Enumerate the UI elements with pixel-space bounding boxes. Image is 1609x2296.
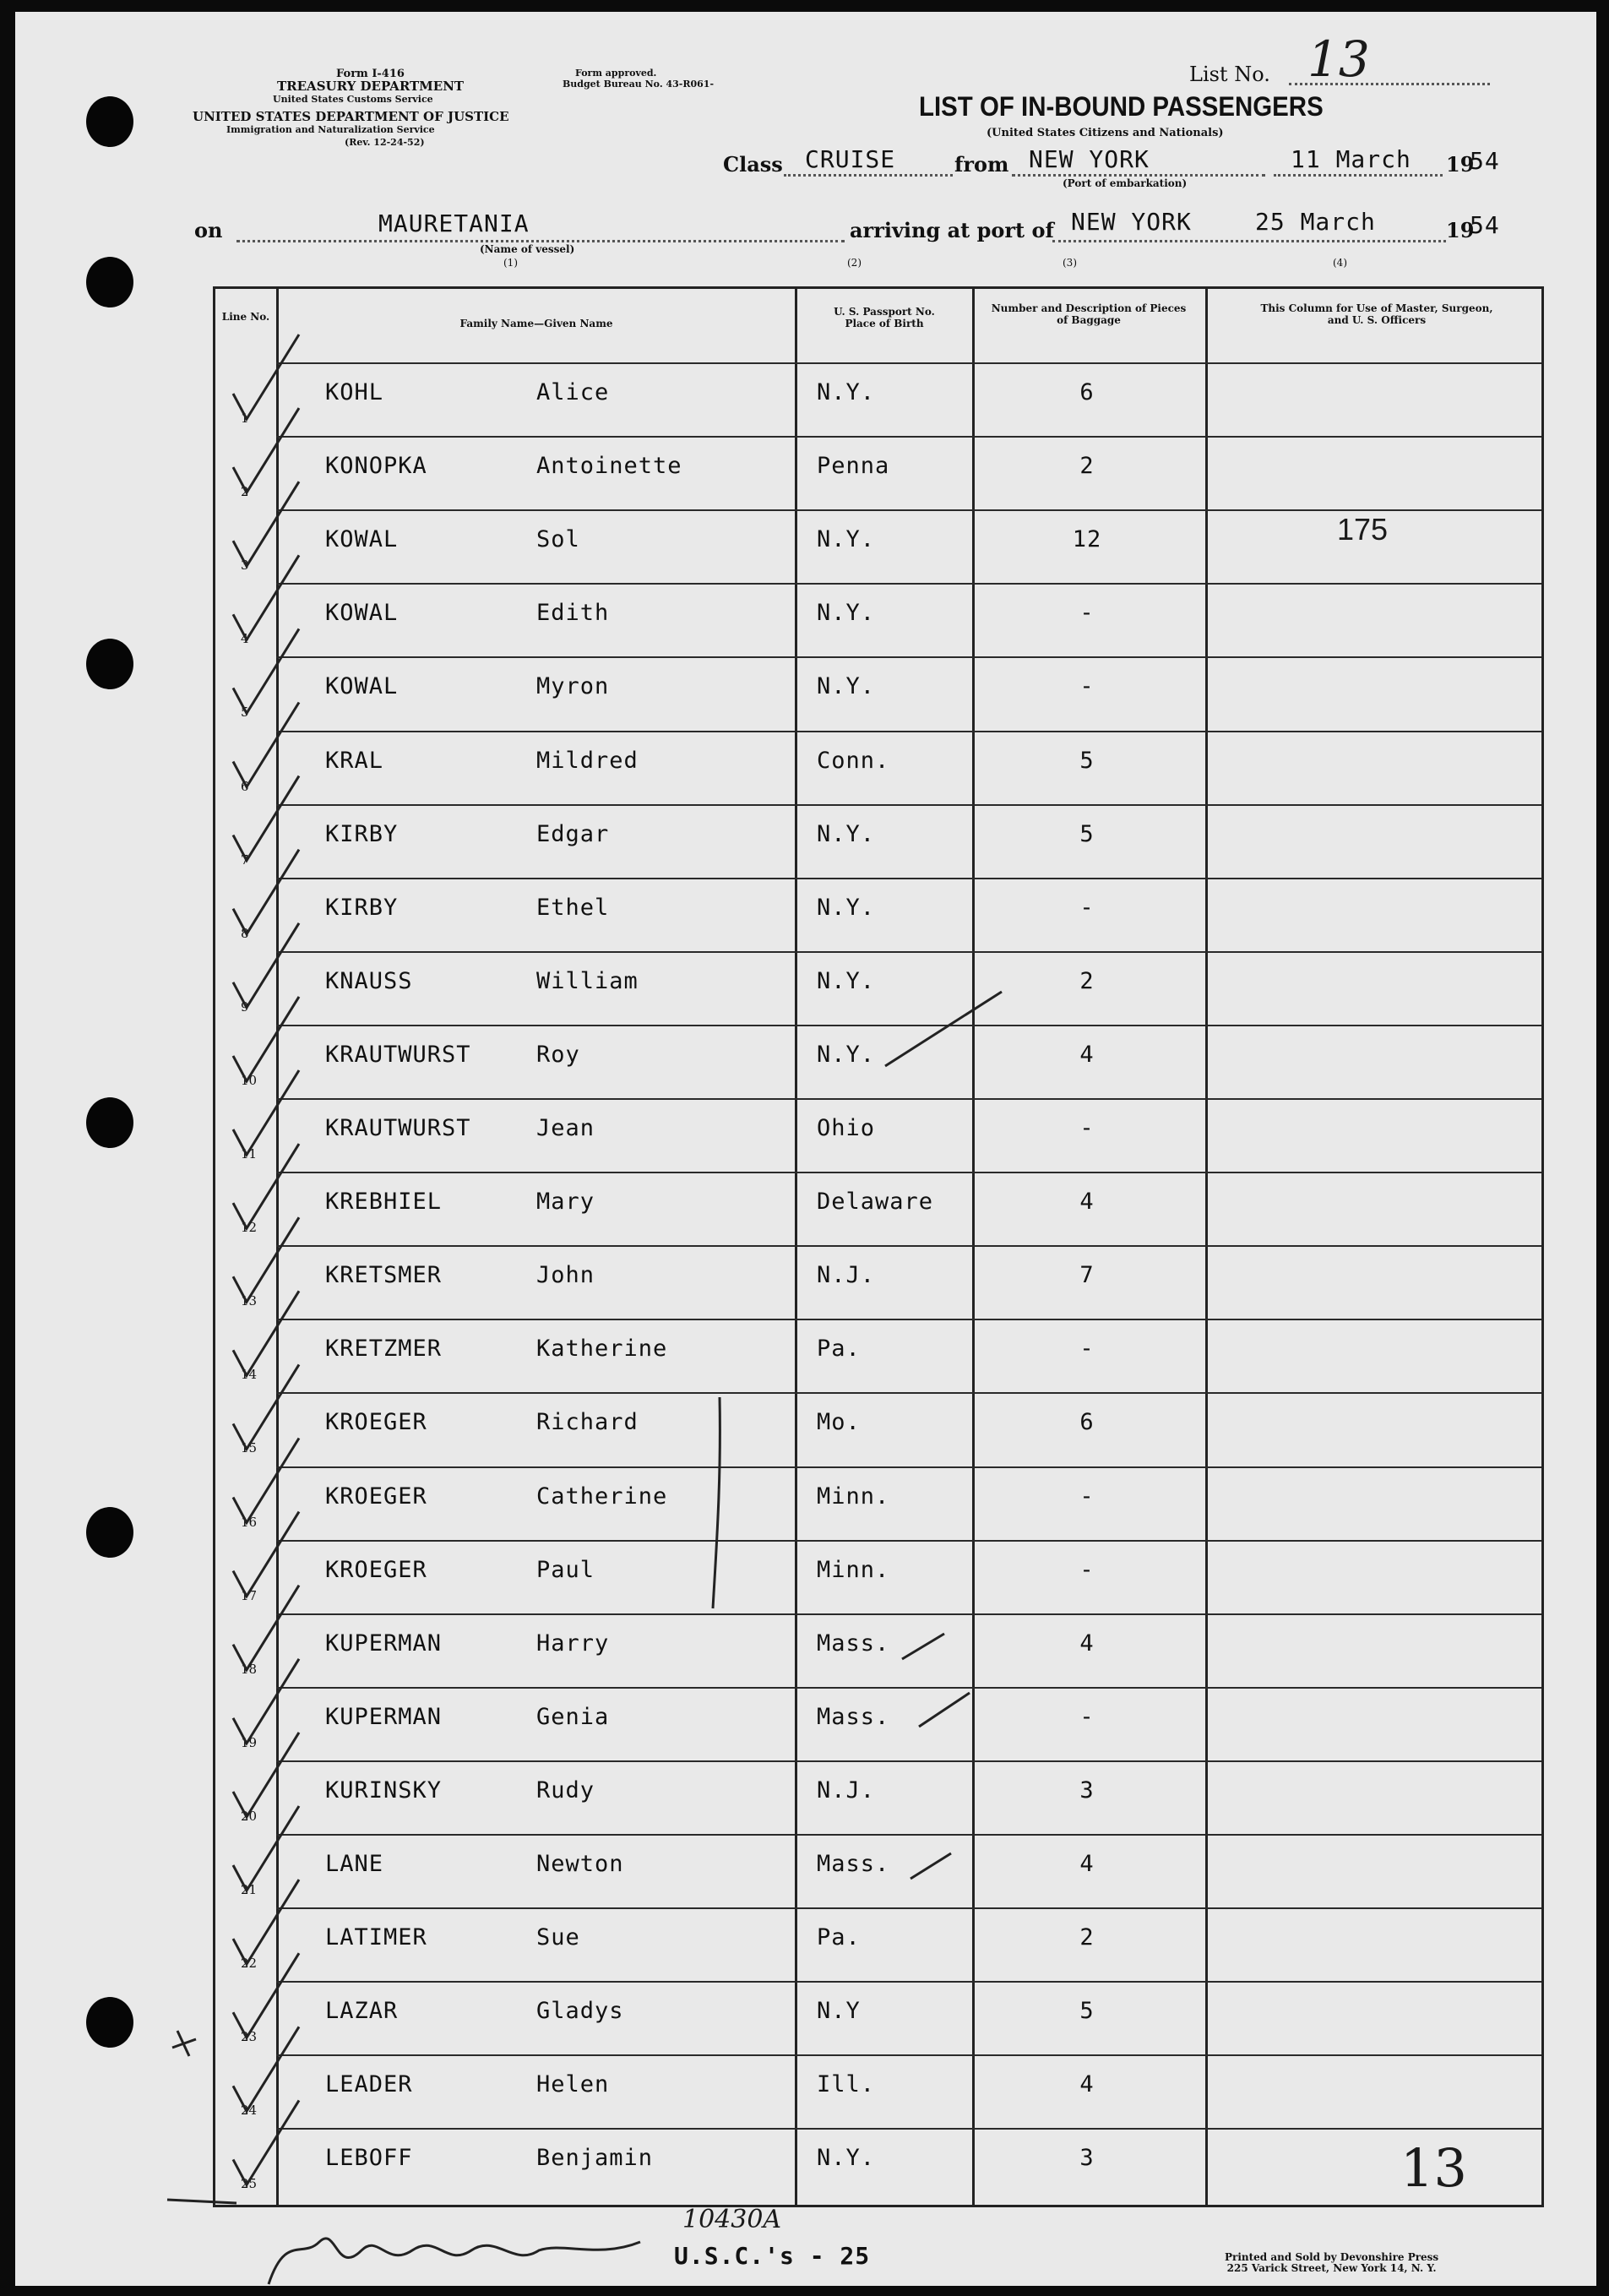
- cell-family: KROEGER: [325, 1483, 427, 1510]
- line-number: 9: [241, 998, 249, 1015]
- line-number: 22: [241, 1956, 258, 1972]
- list-number-value: 13: [1307, 30, 1370, 88]
- treasury-department: TREASURY DEPARTMENT: [277, 79, 465, 94]
- cell-family: KURINSKY: [325, 1776, 443, 1804]
- class-line: [784, 174, 953, 177]
- cell-birth: Pa.: [817, 1336, 861, 1363]
- row-rule: [276, 1687, 1541, 1689]
- cell-given: Paul: [536, 1556, 595, 1583]
- cross-mark: [172, 2031, 196, 2056]
- line-number: 1: [241, 411, 249, 427]
- cell-baggage: 4: [1079, 1630, 1095, 1657]
- cell-baggage: 3: [1079, 1776, 1095, 1804]
- form-number: Form I-416: [336, 68, 405, 80]
- cell-family: KREBHIEL: [325, 1189, 443, 1216]
- cell-baggage: -: [1079, 600, 1095, 627]
- row-rule: [276, 1981, 1541, 1983]
- cell-given: Roy: [536, 1041, 580, 1068]
- cell-family: KOWAL: [325, 673, 399, 700]
- cell-family: KIRBY: [325, 820, 399, 847]
- bottom-right-number: 13: [1400, 2137, 1467, 2199]
- cell-birth: Mo.: [817, 1409, 861, 1436]
- header-name: Family Name—Given Name: [459, 318, 613, 329]
- cell-family: KIRBY: [325, 894, 399, 921]
- cell-family: LANE: [325, 1851, 384, 1877]
- vessel-name: MAURETANIA: [378, 209, 530, 237]
- table-row: [215, 1540, 1541, 1613]
- cell-birth: Ill.: [817, 2071, 876, 2098]
- list-number-label: List No.: [1189, 63, 1270, 86]
- table-row: [215, 1760, 1541, 1834]
- cell-baggage: 5: [1079, 747, 1095, 774]
- column-number-3: (3): [1063, 257, 1077, 269]
- line-number: 18: [241, 1661, 258, 1677]
- from-line: [1012, 174, 1265, 177]
- cell-family: KOHL: [325, 379, 384, 405]
- cell-baggage: -: [1079, 1336, 1095, 1363]
- row-rule: [276, 1098, 1541, 1100]
- cell-baggage: 2: [1079, 1924, 1095, 1951]
- cell-given: William: [536, 967, 639, 994]
- row-rule: [276, 583, 1541, 585]
- officer-note: 175: [1337, 512, 1389, 547]
- printer-line-1: Printed and Sold by Devonshire Press: [1225, 2251, 1439, 2263]
- cell-birth: N.Y.: [817, 1041, 876, 1068]
- cell-family: KONOPKA: [325, 453, 427, 480]
- cell-baggage: -: [1079, 673, 1095, 700]
- cell-family: KRETZMER: [325, 1336, 443, 1363]
- line-number: 13: [241, 1293, 258, 1309]
- row-rule: [276, 2054, 1541, 2056]
- cell-birth: N.Y.: [817, 673, 876, 700]
- row-rule: [276, 731, 1541, 732]
- line-number: 5: [241, 705, 249, 721]
- departure-year: 54: [1470, 147, 1500, 175]
- line-number: 15: [241, 1440, 258, 1456]
- arrival-port: NEW YORK: [1071, 208, 1192, 236]
- table-row: [215, 1392, 1541, 1466]
- cell-baggage: 3: [1079, 2145, 1095, 2172]
- row-rule: [276, 1319, 1541, 1320]
- cell-baggage: -: [1079, 1703, 1095, 1730]
- line-number: 2: [241, 484, 249, 500]
- table-row: [215, 1687, 1541, 1760]
- row-rule: [276, 1760, 1541, 1762]
- cell-baggage: 12: [1072, 526, 1102, 553]
- cell-birth: Conn.: [817, 747, 890, 774]
- line-number: 21: [241, 1882, 258, 1898]
- header-line-no: Line No.: [221, 311, 270, 323]
- cell-given: Richard: [536, 1409, 639, 1436]
- header-officers: This Column for Use of Master, Surgeon, and U. S. Officers: [1260, 302, 1493, 326]
- row-rule: [276, 509, 1541, 511]
- punch-hole: [86, 96, 133, 147]
- printer-credit: [1225, 2252, 1438, 2274]
- cell-family: KRETSMER: [325, 1262, 443, 1289]
- cell-family: KOWAL: [325, 600, 399, 627]
- cell-baggage: -: [1079, 1483, 1095, 1510]
- cell-family: KROEGER: [325, 1556, 427, 1583]
- table-row: [215, 804, 1541, 878]
- table-row: [215, 878, 1541, 951]
- cell-baggage: 7: [1079, 1262, 1095, 1289]
- line-number: 17: [241, 1587, 258, 1603]
- cell-given: Genia: [536, 1703, 610, 1730]
- line-number: 19: [241, 1734, 258, 1750]
- table-row: [215, 1834, 1541, 1907]
- punch-hole: [86, 639, 133, 689]
- cell-family: KRAL: [325, 747, 384, 774]
- line-number: 6: [241, 778, 249, 794]
- cell-birth: Minn.: [817, 1556, 890, 1583]
- cell-given: Benjamin: [536, 2145, 654, 2172]
- table-row: [215, 1025, 1541, 1098]
- cell-birth: N.J.: [817, 1262, 876, 1289]
- row-rule: [276, 951, 1541, 953]
- cell-birth: Pa.: [817, 1924, 861, 1951]
- from-label: from: [954, 152, 1009, 177]
- cell-given: Mildred: [536, 747, 639, 774]
- cell-baggage: -: [1079, 894, 1095, 921]
- vessel-line: [236, 240, 845, 242]
- row-rule: [276, 878, 1541, 879]
- cell-baggage: -: [1079, 1556, 1095, 1583]
- column-number-2: (2): [847, 257, 862, 269]
- cell-birth: N.J.: [817, 1776, 876, 1804]
- table-row: [215, 362, 1541, 436]
- cell-birth: N.Y.: [817, 2145, 876, 2172]
- form-approval: [563, 68, 714, 90]
- row-rule: [276, 1392, 1541, 1394]
- justice-department: UNITED STATES DEPARTMENT OF JUSTICE: [193, 109, 509, 124]
- punch-hole: [86, 1097, 133, 1148]
- cell-birth: N.Y.: [817, 894, 876, 921]
- arrival-line: [1052, 240, 1446, 242]
- header-baggage: Number and Description of Pieces of Baggage: [991, 302, 1187, 326]
- cell-birth: N.Y.: [817, 600, 876, 627]
- cell-baggage: 4: [1079, 1851, 1095, 1877]
- cell-given: Jean: [536, 1115, 595, 1141]
- cell-birth: Minn.: [817, 1483, 890, 1510]
- cell-birth: N.Y.: [817, 379, 876, 405]
- cell-baggage: 2: [1079, 453, 1095, 480]
- row-rule: [276, 1834, 1541, 1836]
- line-number: 24: [241, 2103, 258, 2119]
- cell-baggage: -: [1079, 1115, 1095, 1141]
- handwritten-number: 10430A: [682, 2205, 782, 2234]
- cell-baggage: 5: [1079, 820, 1095, 847]
- cell-given: Antoinette: [536, 453, 682, 480]
- signature-scribble: [269, 2239, 640, 2284]
- cell-baggage: 6: [1079, 379, 1095, 405]
- row-rule: [276, 1907, 1541, 1909]
- cell-birth: Ohio: [817, 1115, 876, 1141]
- budget-bureau-number: Budget Bureau No. 43-R061-: [563, 79, 715, 90]
- cell-birth: Mass.: [817, 1851, 890, 1877]
- line-number: 11: [241, 1146, 258, 1162]
- table-row: [215, 1245, 1541, 1319]
- line-number: 12: [241, 1220, 258, 1236]
- line-number: 23: [241, 2029, 258, 2045]
- cell-birth: N.Y: [817, 1998, 861, 2025]
- cell-given: Edgar: [536, 820, 610, 847]
- cell-baggage: 4: [1079, 1041, 1095, 1068]
- cell-baggage: 6: [1079, 1409, 1095, 1436]
- row-rule: [276, 1613, 1541, 1615]
- cell-family: KRAUTWURST: [325, 1115, 471, 1141]
- cell-birth: Mass.: [817, 1630, 890, 1657]
- cell-birth: Penna: [817, 453, 890, 480]
- cell-family: KNAUSS: [325, 967, 413, 994]
- cell-family: KUPERMAN: [325, 1630, 443, 1657]
- table-row: [215, 1098, 1541, 1172]
- cell-given: Mary: [536, 1189, 595, 1216]
- row-rule: [276, 436, 1541, 438]
- form-revision: (Rev. 12-24-52): [345, 137, 425, 148]
- cell-given: Alice: [536, 379, 610, 405]
- table-row: [215, 1981, 1541, 2054]
- line-number: 20: [241, 1808, 258, 1824]
- table-row: [215, 1907, 1541, 1981]
- cell-given: Edith: [536, 600, 610, 627]
- manifest-sheet: [15, 12, 1596, 2286]
- punch-hole: [86, 257, 133, 307]
- cell-given: Myron: [536, 673, 610, 700]
- line-number: 8: [241, 925, 249, 941]
- cell-family: LAZAR: [325, 1998, 399, 2025]
- page-subtitle: (United States Citizens and Nationals): [987, 127, 1224, 139]
- table-row: [215, 1613, 1541, 1687]
- cell-birth: N.Y.: [817, 526, 876, 553]
- cell-baggage: 4: [1079, 2071, 1095, 2098]
- line-number: 4: [241, 631, 249, 647]
- table-row: [215, 2128, 1541, 2201]
- line-number: 16: [241, 1514, 258, 1530]
- punch-hole: [86, 1507, 133, 1558]
- cell-birth: Delaware: [817, 1189, 934, 1216]
- row-rule: [276, 1025, 1541, 1026]
- cell-given: Ethel: [536, 894, 610, 921]
- departure-year-prefix: 19: [1446, 152, 1475, 177]
- depart-date-line: [1274, 174, 1443, 177]
- passenger-table: [213, 286, 1544, 2207]
- table-row: [215, 1172, 1541, 1245]
- table-row: [215, 951, 1541, 1025]
- cell-given: Sol: [536, 526, 580, 553]
- cell-family: LEBOFF: [325, 2145, 413, 2172]
- cell-birth: Mass.: [817, 1703, 890, 1730]
- row-rule: [276, 656, 1541, 658]
- row-rule: [276, 2128, 1541, 2130]
- line-number: 3: [241, 558, 249, 574]
- line-number: 25: [241, 2176, 258, 2192]
- cell-given: Harry: [536, 1630, 610, 1657]
- cell-family: KOWAL: [325, 526, 399, 553]
- on-label: on: [194, 218, 223, 242]
- line-number: 10: [241, 1072, 258, 1088]
- cell-birth: N.Y.: [817, 820, 876, 847]
- header-passport: U. S. Passport No. Place of Birth: [834, 306, 935, 329]
- table-row: [215, 2054, 1541, 2128]
- class-label: Class: [723, 152, 783, 177]
- cell-family: KRAUTWURST: [325, 1041, 471, 1068]
- form-header-block: [193, 68, 590, 149]
- table-row: [215, 436, 1541, 509]
- cell-baggage: 5: [1079, 1998, 1095, 2025]
- table-row: [215, 1319, 1541, 1392]
- cell-given: Rudy: [536, 1776, 595, 1804]
- citizen-total: U.S.C.'s - 25: [674, 2242, 871, 2270]
- form-approved-label: Form approved.: [575, 68, 657, 79]
- vessel-caption: (Name of vessel): [480, 243, 575, 255]
- row-rule: [276, 1172, 1541, 1173]
- cell-given: Katherine: [536, 1336, 668, 1363]
- table-row: [215, 656, 1541, 730]
- arrival-year-prefix: 19: [1446, 218, 1475, 242]
- row-rule: [276, 1466, 1541, 1468]
- arrival-year: 54: [1470, 211, 1500, 239]
- cell-family: LEADER: [325, 2071, 413, 2098]
- departure-date: 11 March: [1291, 145, 1411, 173]
- cell-given: Newton: [536, 1851, 624, 1877]
- customs-service: United States Customs Service: [273, 94, 433, 105]
- punch-hole: [86, 1997, 133, 2048]
- cell-baggage: 2: [1079, 967, 1095, 994]
- class-value: CRUISE: [805, 145, 896, 173]
- table-row: [215, 583, 1541, 656]
- vessel-column-number: (1): [503, 257, 518, 269]
- page-title: LIST OF IN-BOUND PASSENGERS: [919, 91, 1324, 122]
- row-rule: [276, 362, 1541, 364]
- table-row: [215, 731, 1541, 804]
- cell-birth: N.Y.: [817, 967, 876, 994]
- cell-given: Sue: [536, 1924, 580, 1951]
- arriving-label: arriving at port of: [850, 218, 1054, 242]
- cell-given: John: [536, 1262, 595, 1289]
- printer-line-2: 225 Varick Street, New York 14, N. Y.: [1226, 2262, 1437, 2274]
- line-number: 14: [241, 1367, 258, 1383]
- embarkation-port: NEW YORK: [1029, 145, 1150, 173]
- cell-family: KUPERMAN: [325, 1703, 443, 1730]
- row-rule: [276, 1245, 1541, 1247]
- cell-given: Catherine: [536, 1483, 668, 1510]
- column-number-4: (4): [1333, 257, 1347, 269]
- row-rule: [276, 1540, 1541, 1542]
- line-number: 7: [241, 851, 249, 868]
- arrival-date: 25 March: [1255, 208, 1376, 236]
- table-row: [215, 1466, 1541, 1540]
- cell-family: LATIMER: [325, 1924, 427, 1951]
- embarkation-caption: (Port of embarkation): [1063, 177, 1188, 189]
- cell-given: Helen: [536, 2071, 610, 2098]
- cell-family: KROEGER: [325, 1409, 427, 1436]
- cell-baggage: 4: [1079, 1189, 1095, 1216]
- row-rule: [276, 804, 1541, 806]
- ins-service: Immigration and Naturalization Service: [226, 124, 435, 135]
- cell-given: Gladys: [536, 1998, 624, 2025]
